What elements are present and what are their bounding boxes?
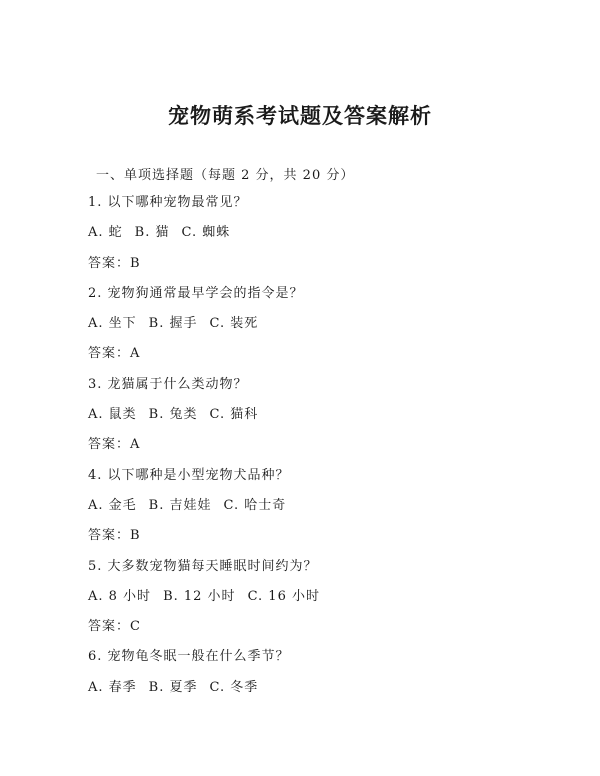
answer-prefix: 答案： <box>88 346 131 362</box>
question-list <box>88 194 548 709</box>
option: B. 猫 <box>134 225 170 241</box>
answer-line <box>88 436 548 466</box>
option: A. 金毛 <box>88 497 137 513</box>
answer-line <box>88 255 548 285</box>
question-options <box>88 497 548 527</box>
option: C. 蜘蛛 <box>181 225 231 241</box>
option: A. 坐下 <box>88 316 137 332</box>
option: A. 春季 <box>88 679 137 695</box>
answer-prefix: 答案： <box>88 619 131 635</box>
question-options <box>88 679 548 709</box>
option: B. 夏季 <box>148 679 198 695</box>
option: C. 哈士奇 <box>223 497 287 513</box>
option: C. 16 小时 <box>247 588 320 604</box>
option: A. 蛇 <box>88 225 123 241</box>
option: B. 兔类 <box>148 407 198 423</box>
question-text: 2. 宠物狗通常最早学会的指令是？ <box>88 285 304 301</box>
answer-prefix: 答案： <box>88 255 131 271</box>
option: A. 鼠类 <box>88 407 137 423</box>
answer-prefix: 答案： <box>88 437 131 453</box>
answer-value: B <box>130 255 141 271</box>
question-text: 4. 以下哪种是小型宠物犬品种？ <box>88 467 290 483</box>
option: B. 握手 <box>148 316 198 332</box>
answer-line <box>88 527 548 557</box>
question-text: 5. 大多数宠物猫每天睡眠时间约为？ <box>88 558 318 574</box>
option: A. 8 小时 <box>88 588 152 604</box>
option: C. 猫科 <box>209 407 259 423</box>
option: C. 冬季 <box>209 679 259 695</box>
option: B. 吉娃娃 <box>148 497 212 513</box>
answer-prefix: 答案： <box>88 528 131 544</box>
answer-value: A <box>130 346 141 362</box>
question-text: 3. 龙猫属于什么类动物？ <box>88 376 248 392</box>
question-options <box>88 315 548 345</box>
question-options <box>88 406 548 436</box>
question-options <box>88 588 548 618</box>
section-heading: 一、单项选择题（每题 2 分，共 20 分） <box>96 168 355 183</box>
question-text: 1. 以下哪种宠物最常见？ <box>88 195 248 210</box>
document-title: 宠物萌系考试题及答案解析 <box>168 103 432 128</box>
answer-line <box>88 618 548 648</box>
answer-line <box>88 345 548 375</box>
answer-value: C <box>130 619 141 635</box>
question-text: 6. 宠物龟冬眠一般在什么季节？ <box>88 649 290 665</box>
option: C. 装死 <box>209 316 259 332</box>
answer-value: B <box>130 528 141 544</box>
option: B. 12 小时 <box>163 588 236 604</box>
answer-value: A <box>130 437 141 453</box>
question-options <box>88 224 548 254</box>
